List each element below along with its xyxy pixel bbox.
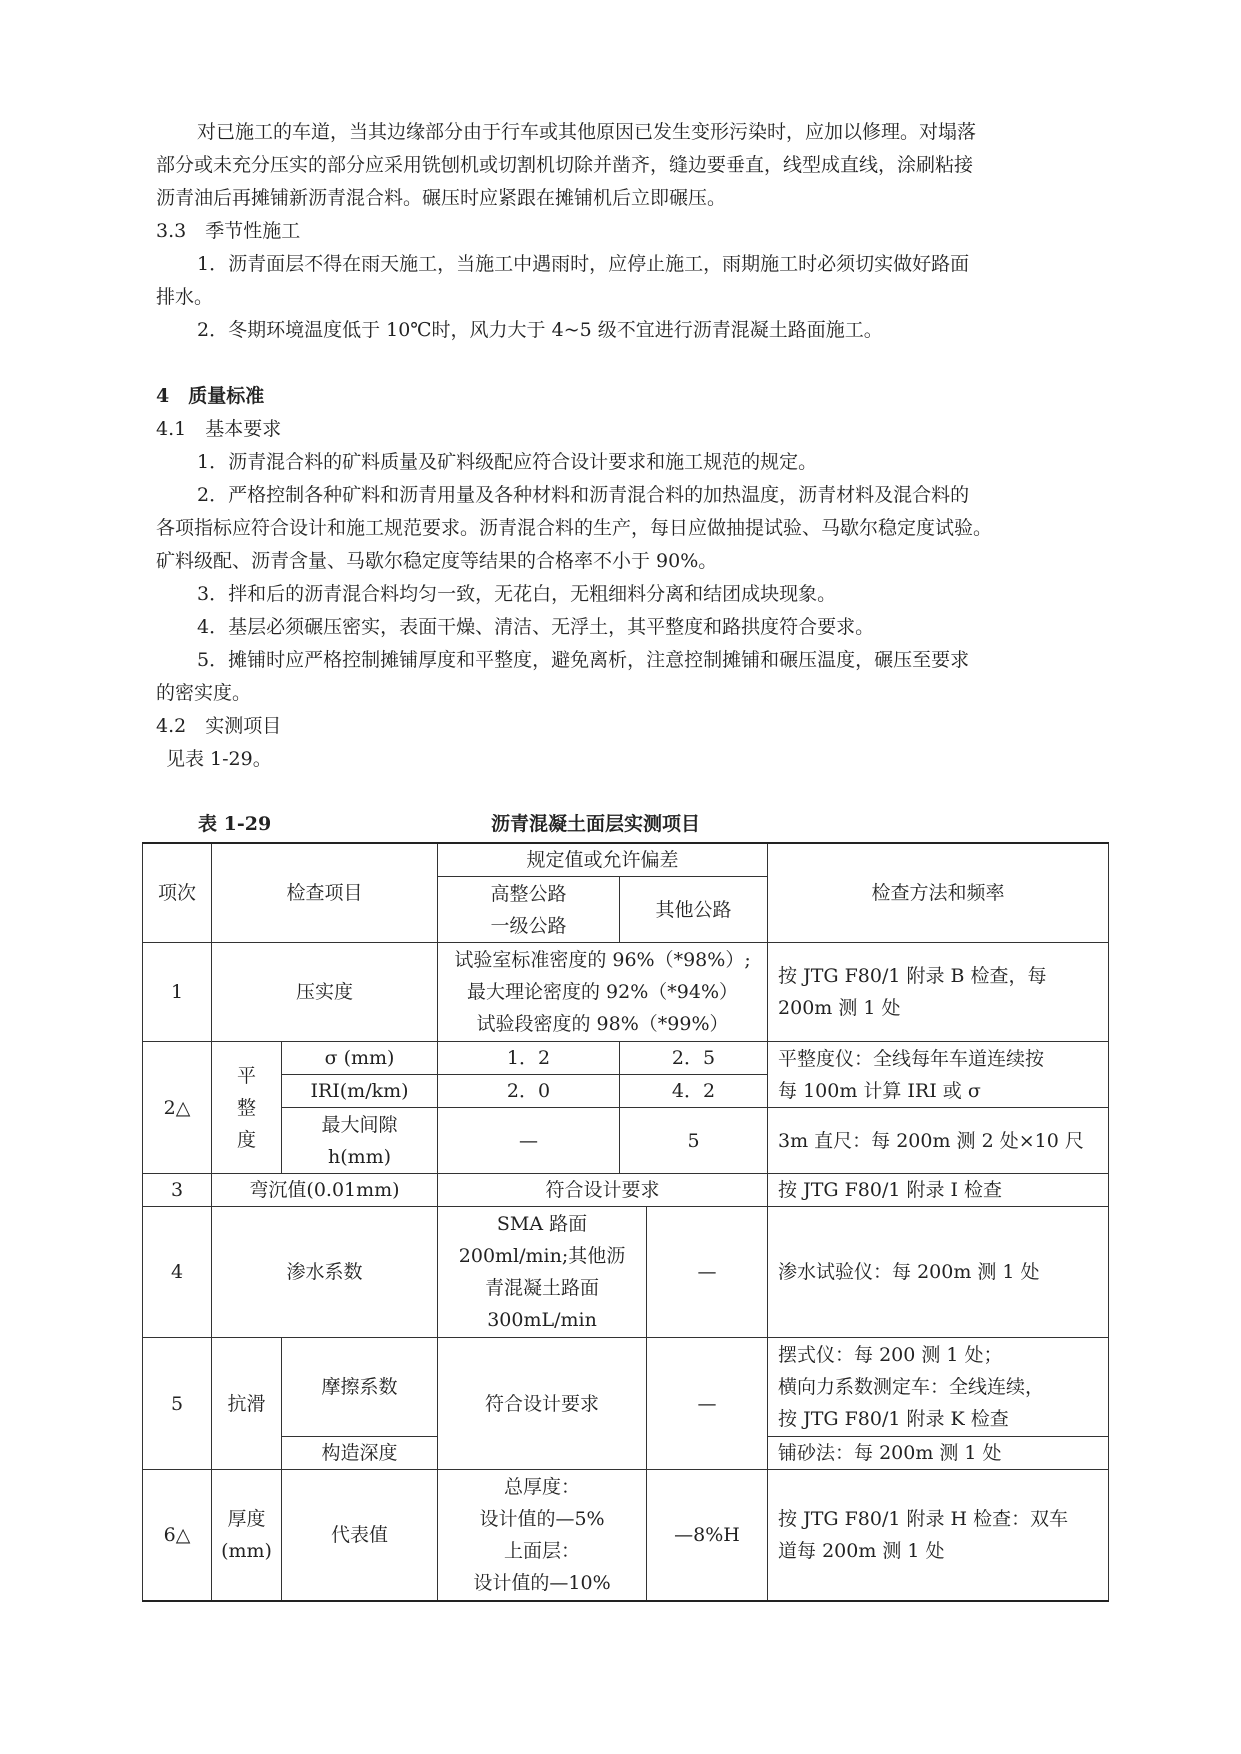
cell-item: 代表值 <box>282 1470 438 1601</box>
cell-item: 构造深度 <box>282 1437 438 1470</box>
table-title: 沥青混凝土面层实测项目 <box>491 813 701 835</box>
cell-highway: 1．2 <box>438 1042 620 1075</box>
table-reference: 见表 1-29。 <box>166 748 272 770</box>
table-row <box>143 1042 1109 1075</box>
cell-item: 弯沉值(0.01mm) <box>212 1174 438 1207</box>
table-row <box>143 1470 1109 1601</box>
cell-other: 4．2 <box>620 1075 768 1108</box>
list-item-continuation: 各项指标应符合设计和施工规范要求。沥青混合料的生产，每日应做抽提试验、马歇尔稳定度试验。 <box>156 517 993 539</box>
section-heading-4-1: 4.1 基本要求 <box>156 418 282 440</box>
paragraph-line: 部分或未充分压实的部分应采用铣刨机或切割机切除并凿齐，缝边要垂直，线型成直线，涂刷粘接 <box>156 154 974 176</box>
header-spec: 规定值或允许偏差 <box>438 843 768 877</box>
list-item: 5．摊铺时应严格控制摊铺厚度和平整度，避免离析，注意控制摊铺和碾压温度，碾压至要求 <box>197 649 970 671</box>
list-item: 1．沥青混合料的矿料质量及矿料级配应符合设计要求和施工规范的规定。 <box>197 451 818 473</box>
cell-method: 渗水试验仪：每 200m 测 1 处 <box>768 1207 1109 1338</box>
cell-highway: 2．0 <box>438 1075 620 1108</box>
cell-spec: 试验室标准密度的 96%（*98%）; 最大理论密度的 92%（*94%） 试验段密度的 98%（*99%） <box>438 943 768 1042</box>
cell-group: 抗滑 <box>212 1338 282 1470</box>
list-item: 3．拌和后的沥青混合料均匀一致，无花白，无粗细料分离和结团成块现象。 <box>197 583 837 605</box>
header-no: 项次 <box>143 843 212 943</box>
cell-method: 摆式仪：每 200 测 1 处； 横向力系数测定车：全线连续， 按 JTG F80/1 附录 K 检查 <box>768 1338 1109 1437</box>
section-heading-4: 4 质量标准 <box>156 385 265 407</box>
cell-group: 平整度 <box>212 1042 282 1174</box>
paragraph-line: 对已施工的车道，当其边缘部分由于行车或其他原因已发生变形污染时，应加以修理。对塌落 <box>197 121 977 143</box>
cell-method: 3m 直尺：每 200m 测 2 处×10 尺 <box>768 1108 1109 1174</box>
list-item-continuation: 排水。 <box>156 286 214 308</box>
cell-no: 2△ <box>143 1042 212 1174</box>
section-heading-4-2: 4.2 实测项目 <box>156 715 282 737</box>
table-row <box>143 1174 1109 1207</box>
cell-other: — <box>647 1338 768 1470</box>
cell-method: 按 JTG F80/1 附录 H 检查：双车 道每 200m 测 1 处 <box>768 1470 1109 1601</box>
cell-method: 铺砂法：每 200m 测 1 处 <box>768 1437 1109 1470</box>
table-row <box>143 1338 1109 1437</box>
cell-spec: 符合设计要求 <box>438 1174 768 1207</box>
cell-method: 按 JTG F80/1 附录 I 检查 <box>768 1174 1109 1207</box>
section-heading-3-3: 3.3 季节性施工 <box>156 220 301 242</box>
table-number: 表 1-29 <box>198 813 272 835</box>
list-item: 4．基层必须碾压密实，表面干燥、清洁、无浮土，其平整度和路拱度符合要求。 <box>197 616 875 638</box>
cell-method: 平整度仪：全线每年车道连续按 每 100m 计算 IRI 或 σ <box>768 1042 1109 1108</box>
cell-item: 渗水系数 <box>212 1207 438 1338</box>
cell-no: 6△ <box>143 1470 212 1601</box>
cell-item: 最大间隙 h(mm) <box>282 1108 438 1174</box>
header-other-road: 其他公路 <box>620 877 768 943</box>
cell-highway: 总厚度： 设计值的—5% 上面层： 设计值的—10% <box>438 1470 647 1601</box>
inspection-table <box>142 842 1109 1602</box>
cell-no: 5 <box>143 1338 212 1470</box>
list-item: 2．冬期环境温度低于 10℃时，风力大于 4~5 级不宜进行沥青混凝土路面施工。 <box>197 319 883 341</box>
cell-group: 厚度 (mm) <box>212 1470 282 1601</box>
header-item: 检查项目 <box>212 843 438 943</box>
cell-other: 2．5 <box>620 1042 768 1075</box>
list-item: 1．沥青面层不得在雨天施工，当施工中遇雨时，应停止施工，雨期施工时必须切实做好路面 <box>197 253 970 275</box>
list-item-continuation: 的密实度。 <box>156 682 252 704</box>
list-item-continuation: 矿料级配、沥青含量、马歇尔稳定度等结果的合格率不小于 90%。 <box>156 550 718 572</box>
cell-item: σ (mm) <box>282 1042 438 1075</box>
cell-highway: — <box>438 1108 620 1174</box>
cell-item: 压实度 <box>212 943 438 1042</box>
table-row <box>143 1207 1109 1338</box>
paragraph-line: 沥青油后再摊铺新沥青混合料。碾压时应紧跟在摊铺机后立即碾压。 <box>156 187 727 209</box>
cell-method: 按 JTG F80/1 附录 B 检查，每 200m 测 1 处 <box>768 943 1109 1042</box>
list-item: 2．严格控制各种矿料和沥青用量及各种材料和沥青混合料的加热温度，沥青材料及混合料的 <box>197 484 970 506</box>
header-method: 检查方法和频率 <box>768 843 1109 943</box>
cell-other: 5 <box>620 1108 768 1174</box>
table-header-row <box>143 843 1109 877</box>
cell-other: —8%H <box>647 1470 768 1601</box>
cell-item: IRI(m/km) <box>282 1075 438 1108</box>
cell-spec: 符合设计要求 <box>438 1338 647 1470</box>
header-highway: 高整公路 一级公路 <box>438 877 620 943</box>
cell-no: 1 <box>143 943 212 1042</box>
cell-no: 3 <box>143 1174 212 1207</box>
cell-highway: SMA 路面 200ml/min;其他沥 青混凝土路面 300mL/min <box>438 1207 647 1338</box>
cell-item: 摩擦系数 <box>282 1338 438 1437</box>
table-row <box>143 943 1109 1042</box>
cell-other: — <box>647 1207 768 1338</box>
cell-no: 4 <box>143 1207 212 1338</box>
table-row <box>143 1108 1109 1174</box>
